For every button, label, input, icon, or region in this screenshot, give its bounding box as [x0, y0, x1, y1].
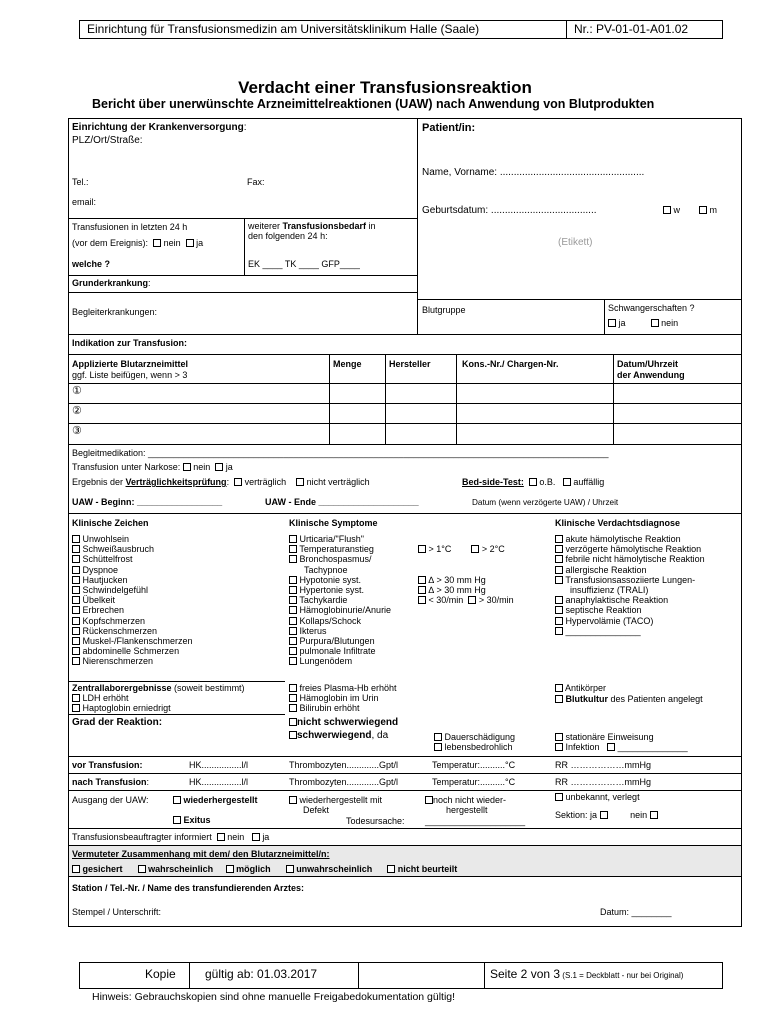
ausgang-noch[interactable]: noch nicht wieder- — [425, 795, 506, 805]
list-item[interactable]: allergische Reaktion — [555, 565, 705, 575]
facility-fax: Fax: — [247, 177, 265, 187]
hypo-option[interactable]: ∆ > 30 mm Hg — [418, 575, 486, 585]
list-item[interactable]: Dyspnoe — [72, 565, 193, 575]
facility-label: Einrichtung der Krankenversorgung: — [72, 122, 247, 133]
page-title: Verdacht einer Transfusionsreaktion — [238, 78, 532, 97]
schwangerschaften-label: Schwangerschaften ? — [608, 303, 695, 313]
list-item[interactable]: akute hämolytische Reaktion — [555, 534, 705, 544]
checkbox[interactable] — [296, 478, 304, 486]
list-item[interactable]: Hämoglobin im Urin — [289, 693, 397, 703]
list-item: Tachypnoe — [304, 564, 348, 575]
blutkultur-option[interactable]: Blutkultur des Patienten angelegt — [555, 694, 703, 704]
datum-field[interactable]: Datum: ________ — [600, 907, 672, 917]
list-item[interactable]: Muskel-/Flankenschmerzen — [72, 636, 193, 646]
uaw-beginn-field[interactable]: UAW - Beginn: _________________ — [72, 497, 223, 507]
checkbox[interactable] — [600, 811, 608, 819]
col-kons-nr: Kons.-Nr./ Chargen-Nr. — [462, 359, 559, 369]
checkbox[interactable] — [217, 833, 225, 841]
col-datum: Datum/Uhrzeit — [617, 359, 679, 369]
lab-left-list — [72, 693, 171, 713]
table-row-3[interactable]: ③ — [72, 425, 82, 437]
checkbox[interactable] — [663, 206, 671, 214]
list-item[interactable]: Hypervolämie (TACO) — [555, 616, 705, 626]
vitals-vor-label: vor Transfusion: — [72, 760, 143, 770]
lab-mid-list — [289, 683, 397, 714]
checkbox[interactable] — [183, 463, 191, 471]
list-item[interactable]: Nierenschmerzen — [72, 656, 193, 666]
zusammenhang-opt-unwahrscheinlich[interactable]: unwahrscheinlich — [286, 864, 373, 874]
list-item[interactable]: Haptoglobin erniedrigt — [72, 703, 171, 713]
facility-email: email: — [72, 197, 97, 207]
temp-options[interactable]: > 1°C > 2°C — [418, 544, 505, 554]
transfusions-line2: (vor dem Ereignis): nein ja — [72, 238, 204, 248]
list-item[interactable]: LDH erhöht — [72, 693, 171, 703]
uaw-note: Datum (wenn verzögerte UAW) / Uhrzeit — [472, 498, 619, 507]
patient-dob-field[interactable]: Geburtsdatum: ...................................... — [422, 205, 597, 216]
list-item[interactable]: Kopfschmerzen — [72, 616, 193, 626]
facility-tel: Tel.: — [72, 177, 89, 187]
checkbox[interactable] — [563, 478, 571, 486]
checkbox[interactable] — [699, 206, 707, 214]
etikett-label: (Etikett) — [558, 237, 593, 248]
list-item[interactable]: _______________ — [555, 626, 705, 636]
signs-heading: Klinische Zeichen — [72, 518, 149, 528]
begleiterkrankungen-label: Begleiterkrankungen: — [72, 307, 158, 317]
col-datum-2: der Anwendung — [617, 370, 685, 380]
list-item[interactable]: Schüttelfrost — [72, 554, 193, 564]
sex-w-option[interactable]: w — [663, 205, 680, 215]
diagnosis-list — [555, 534, 705, 636]
list-item[interactable]: pulmonale Infiltrate — [289, 646, 391, 656]
beauftragter-row: Transfusionsbeauftragter informiert nein ja — [72, 832, 270, 842]
vitals-nach-rr[interactable]: RR ………………mmHg — [555, 777, 651, 787]
list-item[interactable]: Hautjucken — [72, 575, 193, 585]
transfusions-line1: Transfusionen in letzten 24 h — [72, 222, 188, 232]
footer-seite: Seite 2 von 3 (S.1 = Deckblatt - nur bei Original) — [490, 967, 684, 981]
footer-kopie: Kopie — [145, 967, 176, 981]
checkbox[interactable] — [529, 478, 537, 486]
list-item[interactable]: Hypotonie syst. — [289, 575, 391, 585]
col-blutarzneimittel: Applizierte Blutarzneimittel — [72, 359, 189, 369]
blutgruppe-label: Blutgruppe — [422, 305, 466, 315]
col-hersteller: Hersteller — [389, 359, 431, 369]
checkbox[interactable] — [651, 319, 659, 327]
list-item[interactable]: Transfusionsassoziierte Lungen- — [555, 575, 705, 585]
ausgang-label: Ausgang der UAW: — [72, 795, 149, 805]
narkose-row: Transfusion unter Narkose: nein ja — [72, 462, 233, 472]
transfusion-need: weiterer Transfusionsbedarf in — [248, 221, 376, 231]
header-institution: Einrichtung für Transfusionsmedizin am Universitätsklinikum Halle (Saale) — [87, 22, 480, 36]
antikoerper-option[interactable]: Antikörper — [555, 683, 606, 693]
uaw-ende-field[interactable]: UAW - Ende ____________________ — [265, 497, 419, 507]
indikation-label: Indikation zur Transfusion: — [72, 338, 188, 348]
todesursache-label: Todesursache: — [346, 816, 405, 826]
checkbox[interactable] — [252, 833, 260, 841]
list-item[interactable]: Lungenödem — [289, 656, 391, 666]
list-item[interactable]: Hypertonie syst. — [289, 585, 391, 595]
vitals-nach-hk[interactable]: HK................l/l — [189, 777, 249, 787]
page-subtitle: Bericht über unerwünschte Arzneimittelreaktionen (UAW) nach Anwendung von Blutprodukten — [92, 97, 655, 111]
list-item: insuffizienz (TRALI) — [570, 584, 649, 595]
checkbox[interactable] — [234, 478, 242, 486]
patient-name-field[interactable]: Name, Vorname: .................................................... — [422, 167, 645, 178]
transfusion-need-line2: den folgenden 24 h: — [248, 231, 328, 241]
list-item[interactable]: Schweißausbruch — [72, 544, 193, 554]
list-item[interactable]: Bilirubin erhöht — [289, 703, 397, 713]
zusammenhang-label: Vermuteter Zusammenhang mit dem/ den Blutarzneimittel/n: — [72, 849, 330, 859]
list-item[interactable]: anaphylaktische Reaktion — [555, 595, 705, 605]
footer-gueltig: gültig ab: 01.03.2017 — [205, 967, 318, 981]
list-item[interactable]: Übelkeit — [72, 595, 193, 605]
ausgang-exitus[interactable]: Exitus — [173, 815, 211, 825]
list-item[interactable]: Ikterus — [289, 626, 391, 636]
list-item[interactable]: Purpura/Blutungen — [289, 636, 391, 646]
grade-nicht-schwerwiegend[interactable]: nicht schwerwiegend — [289, 717, 398, 729]
symptoms-list — [289, 534, 391, 666]
zusammenhang-opt-gesichert[interactable]: gesichert — [72, 864, 123, 874]
col-blutarzneimittel-sub: ggf. Liste beifügen, wenn > 3 — [72, 370, 188, 380]
vitals-nach-thrombo[interactable]: Thrombozyten.............Gpt/l — [289, 777, 399, 787]
zusammenhang-options — [72, 864, 457, 874]
begleitmedikation-field[interactable]: Begleitmedikation: ____________________________________________________________________________________________ — [72, 448, 609, 458]
checkbox[interactable] — [608, 319, 616, 327]
sex-m-option[interactable]: m — [699, 205, 717, 215]
grade-schwerwiegend[interactable]: schwerwiegend, da — [289, 730, 388, 742]
checkbox[interactable] — [153, 239, 161, 247]
hyper-option[interactable]: ∆ > 30 mm Hg — [418, 585, 486, 595]
list-item[interactable]: Schwindelgefühl — [72, 585, 193, 595]
table-row-2[interactable]: ② — [72, 405, 82, 417]
zusammenhang-opt-moeglich[interactable]: möglich — [226, 864, 271, 874]
symptoms-heading: Klinische Symptome — [289, 518, 378, 528]
vitals-vor-hk[interactable]: HK................l/l — [189, 760, 249, 770]
header-doc-number: Nr.: PV-01-01-A01.02 — [574, 22, 689, 36]
list-item[interactable]: Temperaturanstieg — [289, 544, 391, 554]
station-label: Station / Tel.-Nr. / Name des transfundierenden Arztes: — [72, 883, 305, 893]
list-item[interactable]: Rückenschmerzen — [72, 626, 193, 636]
patient-label: Patient/in: — [422, 122, 476, 134]
list-item[interactable]: febrile nicht hämolytische Reaktion — [555, 554, 705, 564]
grade-infektion[interactable]: Infektion ______________ — [555, 742, 688, 752]
lab-heading: Zentrallaborergebnisse (soweit bestimmt) — [72, 683, 245, 693]
tachy-options[interactable]: < 30/min > 30/min — [418, 595, 514, 605]
footer-hinweis: Hinweis: Gebrauchskopien sind ohne manuelle Freigabedokumentation gültig! — [92, 991, 456, 1003]
list-item[interactable]: abdominelle Schmerzen — [72, 646, 193, 656]
grade-dauer[interactable]: Dauerschädigung — [434, 732, 515, 742]
list-item[interactable]: verzögerte hämolytische Reaktion — [555, 544, 705, 554]
list-item[interactable]: Erbrechen — [72, 605, 193, 615]
vitals-vor-rr[interactable]: RR ………………mmHg — [555, 760, 651, 770]
list-item[interactable]: Kollaps/Schock — [289, 616, 391, 626]
sektion-row: Sektion: ja nein — [555, 810, 658, 820]
welche-label: welche ? — [72, 259, 111, 269]
grade-label: Grad der Reaktion: — [72, 717, 163, 728]
table-row-1[interactable]: ① — [72, 385, 82, 397]
facility-address: PLZ/Ort/Straße: — [72, 135, 143, 146]
list-item[interactable]: freies Plasma-Hb erhöht — [289, 683, 397, 693]
vitals-vor-temp[interactable]: Temperatur:..........°C — [432, 760, 516, 770]
checkbox[interactable] — [186, 239, 194, 247]
zusammenhang-opt-nicht-beurteilt[interactable]: nicht beurteilt — [387, 864, 457, 874]
ausgang-wieder[interactable]: wiederhergestellt — [173, 795, 258, 805]
list-item[interactable]: Tachykardie — [289, 595, 391, 605]
vertraeglichkeit-row: Ergebnis der Verträglichkeitsprüfung: verträglich nicht verträglich — [72, 477, 370, 487]
ausgang-defekt2: Defekt — [303, 805, 330, 815]
list-item[interactable]: Bronchospasmus/ — [289, 554, 391, 564]
list-item[interactable]: Unwohlsein — [72, 534, 193, 544]
checkbox[interactable] — [215, 463, 223, 471]
transfusion-products[interactable]: EK ____ TK ____ GFP____ — [248, 259, 360, 269]
schwanger-options[interactable]: ja nein — [608, 318, 678, 328]
list-item[interactable]: Hämoglobinurie/Anurie — [289, 605, 391, 615]
col-menge: Menge — [333, 359, 362, 369]
diagnosis-heading: Klinische Verdachtsdiagnose — [555, 518, 681, 528]
checkbox[interactable] — [650, 811, 658, 819]
signs-list — [72, 534, 193, 666]
vitals-vor-thrombo[interactable]: Thrombozyten.............Gpt/l — [289, 760, 399, 770]
ausgang-unbekannt[interactable]: unbekannt, verlegt — [555, 792, 640, 802]
list-item[interactable]: septische Reaktion — [555, 605, 705, 615]
grunderkrankung-label: Grunderkrankung: — [72, 278, 151, 288]
zusammenhang-opt-wahrscheinlich[interactable]: wahrscheinlich — [138, 864, 214, 874]
bedside-row: Bed-side-Test: o.B. auffällig — [462, 477, 605, 487]
vitals-nach-temp[interactable]: Temperatur:..........°C — [432, 777, 516, 787]
ausgang-noch2: hergestellt — [446, 805, 488, 815]
ausgang-defekt[interactable]: wiederhergestellt mit — [289, 795, 382, 805]
list-item[interactable]: Urticaria/"Flush" — [289, 534, 391, 544]
vitals-nach-label: nach Transfusion: — [72, 777, 150, 787]
grade-lebens[interactable]: lebensbedrohlich — [434, 742, 513, 752]
stempel-label: Stempel / Unterschrift: — [72, 907, 162, 917]
todesursache-field[interactable]: ____________________ — [425, 816, 526, 826]
grade-stationaer[interactable]: stationäre Einweisung — [555, 732, 654, 742]
